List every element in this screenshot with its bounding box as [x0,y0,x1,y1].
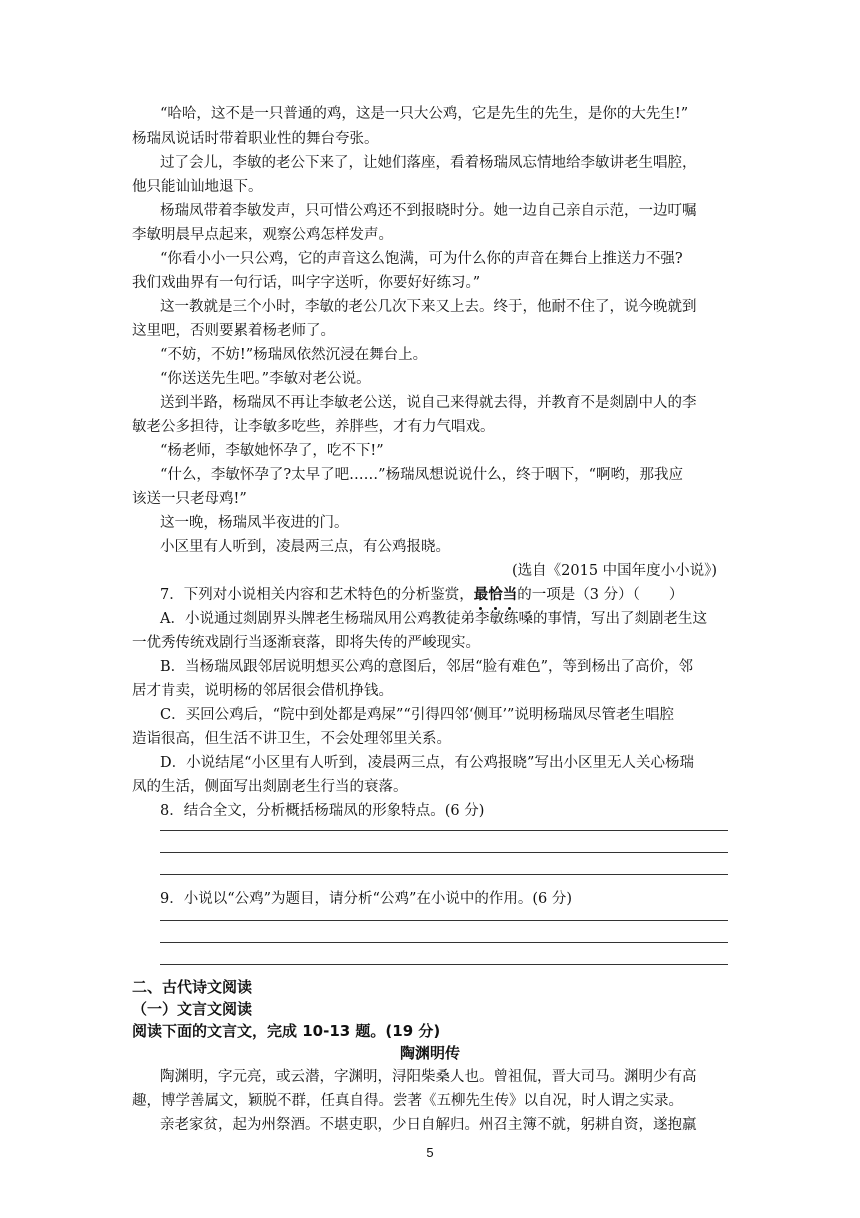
page-number: 5 [426,1145,434,1160]
story-paragraph-5-line-2: 这里吧，否则要累着杨老师了。 [132,323,335,339]
story-source: (选自《2015 中国年度小小说》) [512,563,718,579]
story-paragraph-5-line-1: 这一教就是三个小时，李敏的老公几次下来又上去。终于，他耐不住了，说今晚就到 [160,299,697,315]
answer-line [160,852,728,853]
story-paragraph-1-line-2: 杨瑞凤说话时带着职业性的舞台夸张。 [132,131,379,147]
story-paragraph-2-line-2: 他只能讪讪地退下。 [132,179,263,195]
story-paragraph-4-line-2: 我们戏曲界有一句行话，叫字字送听，你要好好练习。” [132,275,481,291]
story-paragraph-8-line-1: 送到半路，杨瑞凤不再让李敏老公送，说自己来得就去得，并教育不是剡剧中人的李 [160,395,697,411]
option-b-line-1: B．当杨瑞凤跟邻居说明想买公鸡的意图后，邻居“脸有难色”，等到杨出了高价，邻 [160,659,693,675]
option-c-line-2: 造诣很高，但生活不讲卫生，不会处理邻里关系。 [132,731,451,747]
reading-instruction: 阅读下面的文言文，完成 10-13 题。(19 分) [132,1022,441,1040]
passage-paragraph-1-line-1: 陶渊明，字元亮，或云潜，字渊明，浔阳柴桑人也。曾祖侃，晋大司马。渊明少有高 [160,1069,697,1085]
section-heading: 二、古代诗文阅读 [132,978,253,996]
story-paragraph-11: 这一晚，杨瑞凤半夜进的门。 [160,515,349,531]
option-d-line-2: 凤的生活，侧面写出剡剧老生行当的衰落。 [132,779,408,795]
question-8-stem: 8．结合全文，分析概括杨瑞凤的形象特点。(6 分) [160,803,485,819]
answer-line [160,874,728,875]
answer-line [160,830,728,831]
option-b-line-2: 居才肯卖，说明杨的邻居很会借机挣钱。 [132,683,393,699]
question-7-stem [160,584,683,606]
answer-line [160,920,728,921]
passage-paragraph-1-line-2: 趣，博学善属文，颖脱不群，任真自得。尝著《五柳先生传》以自况，时人谓之实录。 [132,1093,683,1109]
option-a-line-1: A．小说通过剡剧界头牌老生杨瑞凤用公鸡教徒弟李敏练嗓的事情，写出了剡剧老生这 [160,611,707,627]
question-9-stem: 9．小说以“公鸡”为题目，请分析“公鸡”在小说中的作用。(6 分) [160,891,573,907]
story-paragraph-1-line-1: “哈哈，这不是一只普通的鸡，这是一只大公鸡，它是先生的先生，是你的大先生!” [160,106,689,122]
answer-line [160,942,728,943]
story-paragraph-2-line-1: 过了会儿，李敏的老公下来了，让她们落座，看着杨瑞凤忘情地给李敏讲老生唱腔， [160,155,697,171]
question-7-stem-a: 7．下列对小说相关内容和艺术特色的分析鉴赏， [160,587,474,603]
story-paragraph-12: 小区里有人听到，凌晨两三点，有公鸡报晓。 [160,539,450,555]
emphasis-char-3: 当 [503,584,518,606]
emphasis-char-2: 恰 [488,584,503,606]
story-paragraph-4-line-1: “你看小小一只公鸡，它的声音这么饱满，可为什么你的声音在舞台上推送力不强? [160,251,683,267]
subsection-heading: （一）文言文阅读 [132,1000,253,1018]
answer-line [160,964,728,965]
passage-paragraph-2-line-1: 亲老家贫，起为州祭酒。不堪吏职，少日自解归。州召主簿不就，躬耕自资，遂抱羸 [160,1117,697,1133]
story-paragraph-8-line-2: 敏老公多担待，让李敏多吃些，养胖些，才有力气唱戏。 [132,419,495,435]
story-paragraph-10-line-2: 该送一只老母鸡!” [132,491,247,507]
option-d-line-1: D．小说结尾“小区里有人听到，凌晨两三点，有公鸡报晓”写出小区里无人关心杨瑞 [160,755,694,771]
story-paragraph-9: “杨老师，李敏她怀孕了，吃不下!” [160,443,384,459]
emphasis-char-1: 最 [474,584,489,606]
story-paragraph-3-line-1: 杨瑞凤带着李敏发声，只可惜公鸡还不到报晓时分。她一边自己亲自示范，一边叮嘱 [160,203,697,219]
question-7-stem-b: 的一项是（3 分）（ ） [517,587,684,603]
option-c-line-1: C．买回公鸡后，“院中到处都是鸡屎”“引得四邻‘侧耳’”说明杨瑞凤尽管老生唱腔 [160,707,674,723]
option-a-line-2: 一优秀传统戏剧行当逐渐衰落，即将失传的严峻现实。 [132,635,480,651]
story-paragraph-7: “你送送先生吧。”李敏对老公说。 [160,371,371,387]
story-paragraph-10-line-1: “什么，李敏怀孕了?太早了吧……”杨瑞凤想说说什么，终于咽下，“啊哟，那我应 [160,467,684,483]
story-paragraph-3-line-2: 李敏明晨早点起来，观察公鸡怎样发声。 [132,227,393,243]
story-paragraph-6: “不妨，不妨!”杨瑞凤依然沉浸在舞台上。 [160,347,428,363]
passage-title: 陶渊明传 [399,1044,460,1062]
